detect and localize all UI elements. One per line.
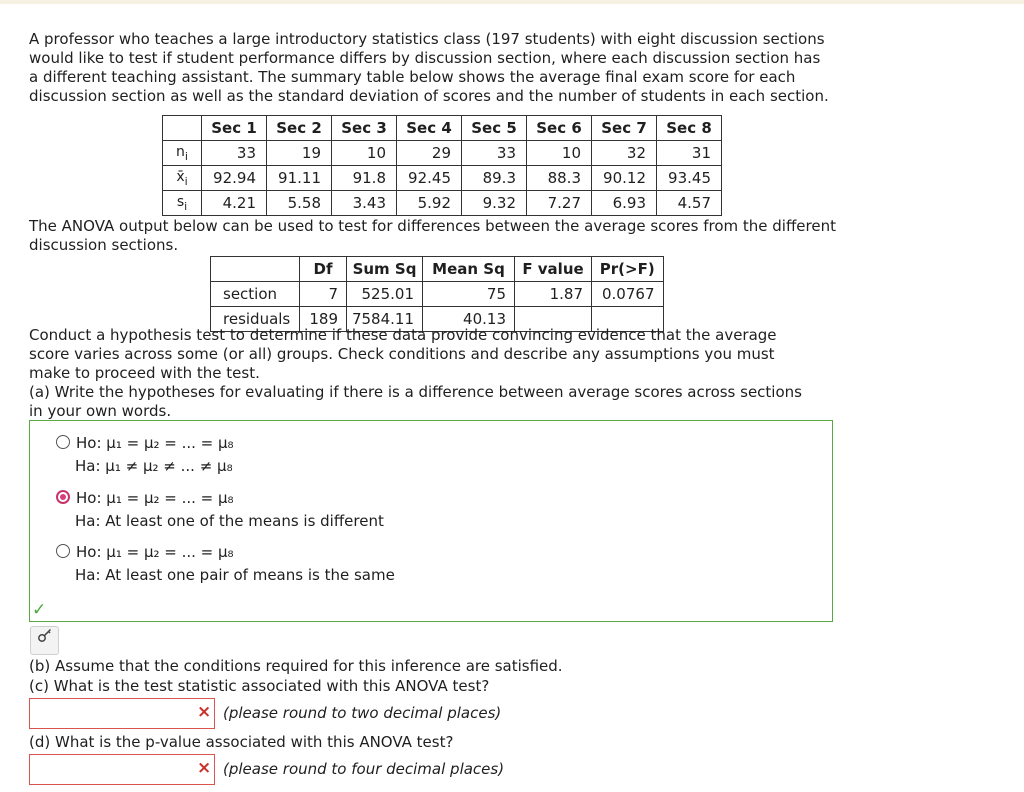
header-sec-2: Sec 2: [267, 116, 332, 141]
n-cell: 29: [397, 141, 462, 166]
p-value-hint: (please round to four decimal places): [223, 760, 505, 778]
key-icon-svg: [37, 627, 53, 643]
row-label-n: $n_i$: [163, 141, 202, 166]
anova-section-meansq: 75: [423, 282, 515, 307]
mean-cell: 88.3: [527, 166, 592, 191]
choice-1-ho: Ho: μ₁ = μ₂ = ... = μ₈: [76, 434, 234, 452]
row-n: [163, 141, 722, 166]
x-icon: ×: [197, 758, 212, 778]
mean-cell: 92.45: [397, 166, 462, 191]
choice-1[interactable]: [56, 432, 234, 478]
anova-header-row: [211, 257, 664, 282]
row-sd: [163, 191, 722, 216]
choice-3-ha: Ha: At least one pair of means is the same: [75, 566, 395, 584]
anova-header-meansq: Mean Sq: [423, 257, 515, 282]
n-cell: 33: [462, 141, 527, 166]
check-icon: ✓: [32, 600, 47, 620]
part-b-text: (b) Assume that the conditions required for this inference are satisfied.: [29, 657, 563, 675]
part-a-text: (a) Write the hypotheses for evaluating if there is a difference between average scores across sections in your own words.: [29, 383, 802, 420]
radio-button[interactable]: [56, 435, 70, 449]
anova-label-residuals: residuals: [211, 307, 300, 332]
radio-button[interactable]: [56, 544, 70, 558]
header-sec-6: Sec 6: [527, 116, 592, 141]
sd-cell: 5.58: [267, 191, 332, 216]
mean-cell: 91.8: [332, 166, 397, 191]
anova-residuals-sumsq: 7584.11: [347, 307, 423, 332]
header-sec-3: Sec 3: [332, 116, 397, 141]
anova-header-df: Df: [300, 257, 347, 282]
header-sec-5: Sec 5: [462, 116, 527, 141]
header-sec-1: Sec 1: [202, 116, 267, 141]
sd-cell: 7.27: [527, 191, 592, 216]
summary-table: [162, 115, 722, 216]
anova-residuals-df: 189: [300, 307, 347, 332]
mean-cell: 93.45: [657, 166, 722, 191]
mean-cell: 89.3: [462, 166, 527, 191]
choice-1-ha: Ha: μ₁ ≠ μ₂ ≠ ... ≠ μ₈: [75, 457, 233, 475]
sd-cell: 6.93: [592, 191, 657, 216]
x-icon: ×: [197, 702, 212, 722]
key-icon[interactable]: [30, 626, 59, 655]
mean-cell: 92.94: [202, 166, 267, 191]
anova-corner-cell: [211, 257, 300, 282]
header-sec-8: Sec 8: [657, 116, 722, 141]
row-label-mean: $x̄_i$: [163, 166, 202, 191]
n-cell: 19: [267, 141, 332, 166]
test-statistic-input[interactable]: [29, 698, 215, 729]
choice-2-ho: Ho: μ₁ = μ₂ = ... = μ₈: [76, 489, 234, 507]
task-text: Conduct a hypothesis test to determine if these data provide convincing evidence that the average score varies across some (or all) groups. Check conditions and describe any assumptions you must make to proceed with the test.: [29, 326, 777, 382]
anova-header-sumsq: Sum Sq: [347, 257, 423, 282]
anova-section-df: 7: [300, 282, 347, 307]
anova-section-p: 0.0767: [592, 282, 664, 307]
n-cell: 10: [527, 141, 592, 166]
anova-table: [210, 256, 664, 332]
n-cell: 31: [657, 141, 722, 166]
sd-cell: 9.32: [462, 191, 527, 216]
n-cell: 32: [592, 141, 657, 166]
choice-2[interactable]: [56, 487, 384, 533]
n-cell: 10: [332, 141, 397, 166]
anova-header-fvalue: F value: [515, 257, 592, 282]
n-cell: 33: [202, 141, 267, 166]
sd-cell: 3.43: [332, 191, 397, 216]
sd-cell: 4.57: [657, 191, 722, 216]
corner-cell: [163, 116, 202, 141]
problem-intro: A professor who teaches a large introductory statistics class (197 students) with eight discussion sections would like to test if student performance differs by discussion section, where each discussion section has a different teaching assistant. The summary table below shows the average final exam score for each discussion section as well as the standard deviation of scores and the number of students in each section.: [29, 30, 829, 105]
mean-cell: 91.11: [267, 166, 332, 191]
anova-label-section: section: [211, 282, 300, 307]
row-label-sd: $s_i$: [163, 191, 202, 216]
top-accent-bar: [0, 0, 1024, 4]
anova-section-f: 1.87: [515, 282, 592, 307]
anova-row-section: [211, 282, 664, 307]
summary-header-row: [163, 116, 722, 141]
radio-button-selected[interactable]: [56, 490, 70, 504]
p-value-input[interactable]: [29, 754, 215, 785]
mean-cell: 90.12: [592, 166, 657, 191]
header-sec-7: Sec 7: [592, 116, 657, 141]
row-mean: [163, 166, 722, 191]
sd-cell: 5.92: [397, 191, 462, 216]
anova-residuals-meansq: 40.13: [423, 307, 515, 332]
anova-header-pr: Pr(>F): [592, 257, 664, 282]
test-statistic-hint: (please round to two decimal places): [223, 704, 502, 722]
part-c-text: (c) What is the test statistic associated with this ANOVA test?: [29, 677, 490, 695]
choice-3[interactable]: [56, 541, 395, 587]
choice-2-ha: Ha: At least one of the means is different: [75, 512, 384, 530]
choice-3-ho: Ho: μ₁ = μ₂ = ... = μ₈: [76, 543, 234, 561]
header-sec-4: Sec 4: [397, 116, 462, 141]
part-d-text: (d) What is the p-value associated with this ANOVA test?: [29, 733, 454, 751]
sd-cell: 4.21: [202, 191, 267, 216]
anova-intro: The ANOVA output below can be used to test for differences between the average scores from the different discussion sections.: [29, 217, 836, 254]
anova-section-sumsq: 525.01: [347, 282, 423, 307]
